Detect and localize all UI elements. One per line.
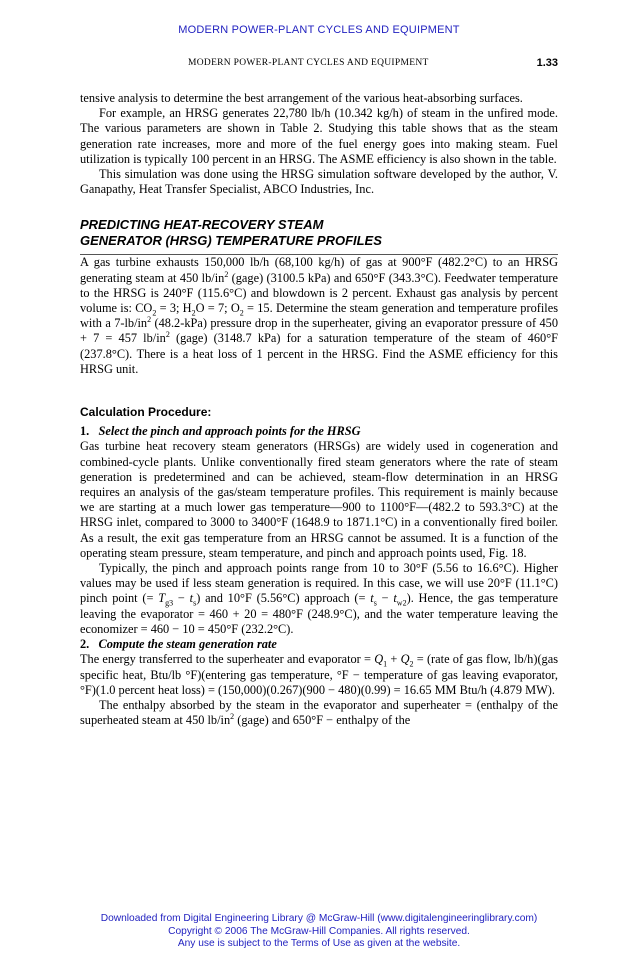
- section-heading: [80, 217, 558, 255]
- download-footer: [0, 913, 638, 951]
- top-banner: MODERN POWER-PLANT CYCLES AND EQUIPMENT: [178, 24, 460, 36]
- footer-line-3: Any use is subject to the Terms of Use as given at the website.: [177, 938, 461, 949]
- intro-paragraph-2: For example, an HRSG generates 22,780 lb/h (10.342 kg/h) of steam in the unfired mode. The various parameters are shown in Table 2. Studying this table shows that as the steam generation rate increases, more and more of the fuel energy goes into making steam. Fuel utilization is typically 100 percent in an HRSG. The ASME efficiency is also shown in the table.: [80, 106, 558, 166]
- step-1-heading: 1. Select the pinch and approach points for the HRSG: [80, 424, 361, 439]
- running-head-title: MODERN POWER-PLANT CYCLES AND EQUIPMENT: [188, 58, 429, 68]
- step-2-paragraph-2: The enthalpy absorbed by the steam in the evaporator and superheater = (enthalpy of the superheated steam at 450 $lb/in^2$ (gage) and 650°F − enthalpy of the: [80, 697, 558, 728]
- body-text: [80, 91, 558, 728]
- calculation-procedure-heading: Calculation Procedure:: [80, 405, 212, 420]
- section-heading-line-2: GENERATOR (HRSG) TEMPERATURE PROFILES: [80, 233, 382, 249]
- section-heading-line-1: PREDICTING HEAT-RECOVERY STEAM: [80, 217, 324, 233]
- step-2-heading: 2. Compute the steam generation rate: [80, 637, 277, 652]
- step-1-paragraph-1: Gas turbine heat recovery steam generators (HRSGs) are widely used in cogeneration and combined-cycle plants. Unlike conventionally fired steam generators where the rate of steam generation is predetermined and can be achieved, steam-flow determination in an HRSG requires an analysis of the gas/steam temperature profiles. This requirement is mainly because we are starting at a much lower gas temperature—900 to 1100°F—(482.2 to 593.3°C) at the HRSG inlet, compared to 3000 to 3400°F (1648.9 to 1871.1°C) in a conventionally fired boiler. As a result, the exit gas temperature from an HRSG cannot be assumed. It is a function of the operating steam pressure, steam temperature, and pinch and approach points used, Fig. 18.: [80, 439, 558, 560]
- step-1-paragraph-2: Typically, the pinch and approach points range from 10 to 30°F (5.56 to 16.6°C). Higher values may be used if less steam generation is required. In this case, we will use 20°F (11.1°C) pinch point (= $T_{g3} - t_s$) and 10°F (5.56°C) approach (= $t_s - t_{w2}$). Hence, the gas temperature leaving the evaporator = 460 + 20 = 480°F (248.9°C), and the water temperature leaving the economizer = 460 − 10 = 450°F (232.2°C).: [80, 561, 558, 636]
- footer-line-2: Copyright © 2006 The McGraw-Hill Companies. All rights reserved.: [168, 925, 470, 937]
- step-2-paragraph-1: The energy transferred to the superheater and evaporator = $Q_1 + Q_2$ = (rate of gas flow, lb/h)(gas specific heat, Btu/lb °F)(entering gas temperature, °F − temperature of gas leaving evaporator, °F)(1.0 percent heat loss) = (150,000)(0.267)(900 − 480)(0.99) = 16.65 MM Btu/h (4.879 MW).: [80, 652, 559, 697]
- intro-paragraph-3: This simulation was done using the HRSG simulation software developed by the author, V. Ganapathy, Heat Transfer Specialist, ABCO Industries, Inc.: [80, 167, 558, 197]
- problem-statement: A gas turbine exhausts 150,000 lb/h (68,100 kg/h) of gas at 900°F (482.2°C) to an HRSG generating steam at 450 $lb/in^2$ (gage) (3100.5 kPa) and 650°F (343.3°C). Feedwater temperature to the HRSG is 240°F (115.6°C) and blowdown is 2 percent. Exhaust gas analysis by percent volume is: $CO_2 = 3$; $H_2O = 7$; $O_2 = 15$. Determine the steam generation and temperature profiles with a $7-lb/in^2$ (48.2-kPa) pressure drop in the superheater, giving an evaporator pressure of 450 + 7 = 457 $lb/in^2$ (gage) (3148.7 kPa) for a saturation temperature of the steam of 460°F (237.8°C). There is a heat loss of 1 percent in the HRSG. Find the ASME efficiency for this HRSG unit.: [80, 255, 558, 376]
- footer-line-1: Downloaded from Digital Engineering Library @ McGraw-Hill (www.digitalengineeringlibrary.com): [100, 913, 538, 924]
- page-number: 1.33: [536, 57, 558, 69]
- intro-paragraph-1: tensive analysis to determine the best arrangement of the various heat-absorbing surfaces.: [80, 91, 523, 105]
